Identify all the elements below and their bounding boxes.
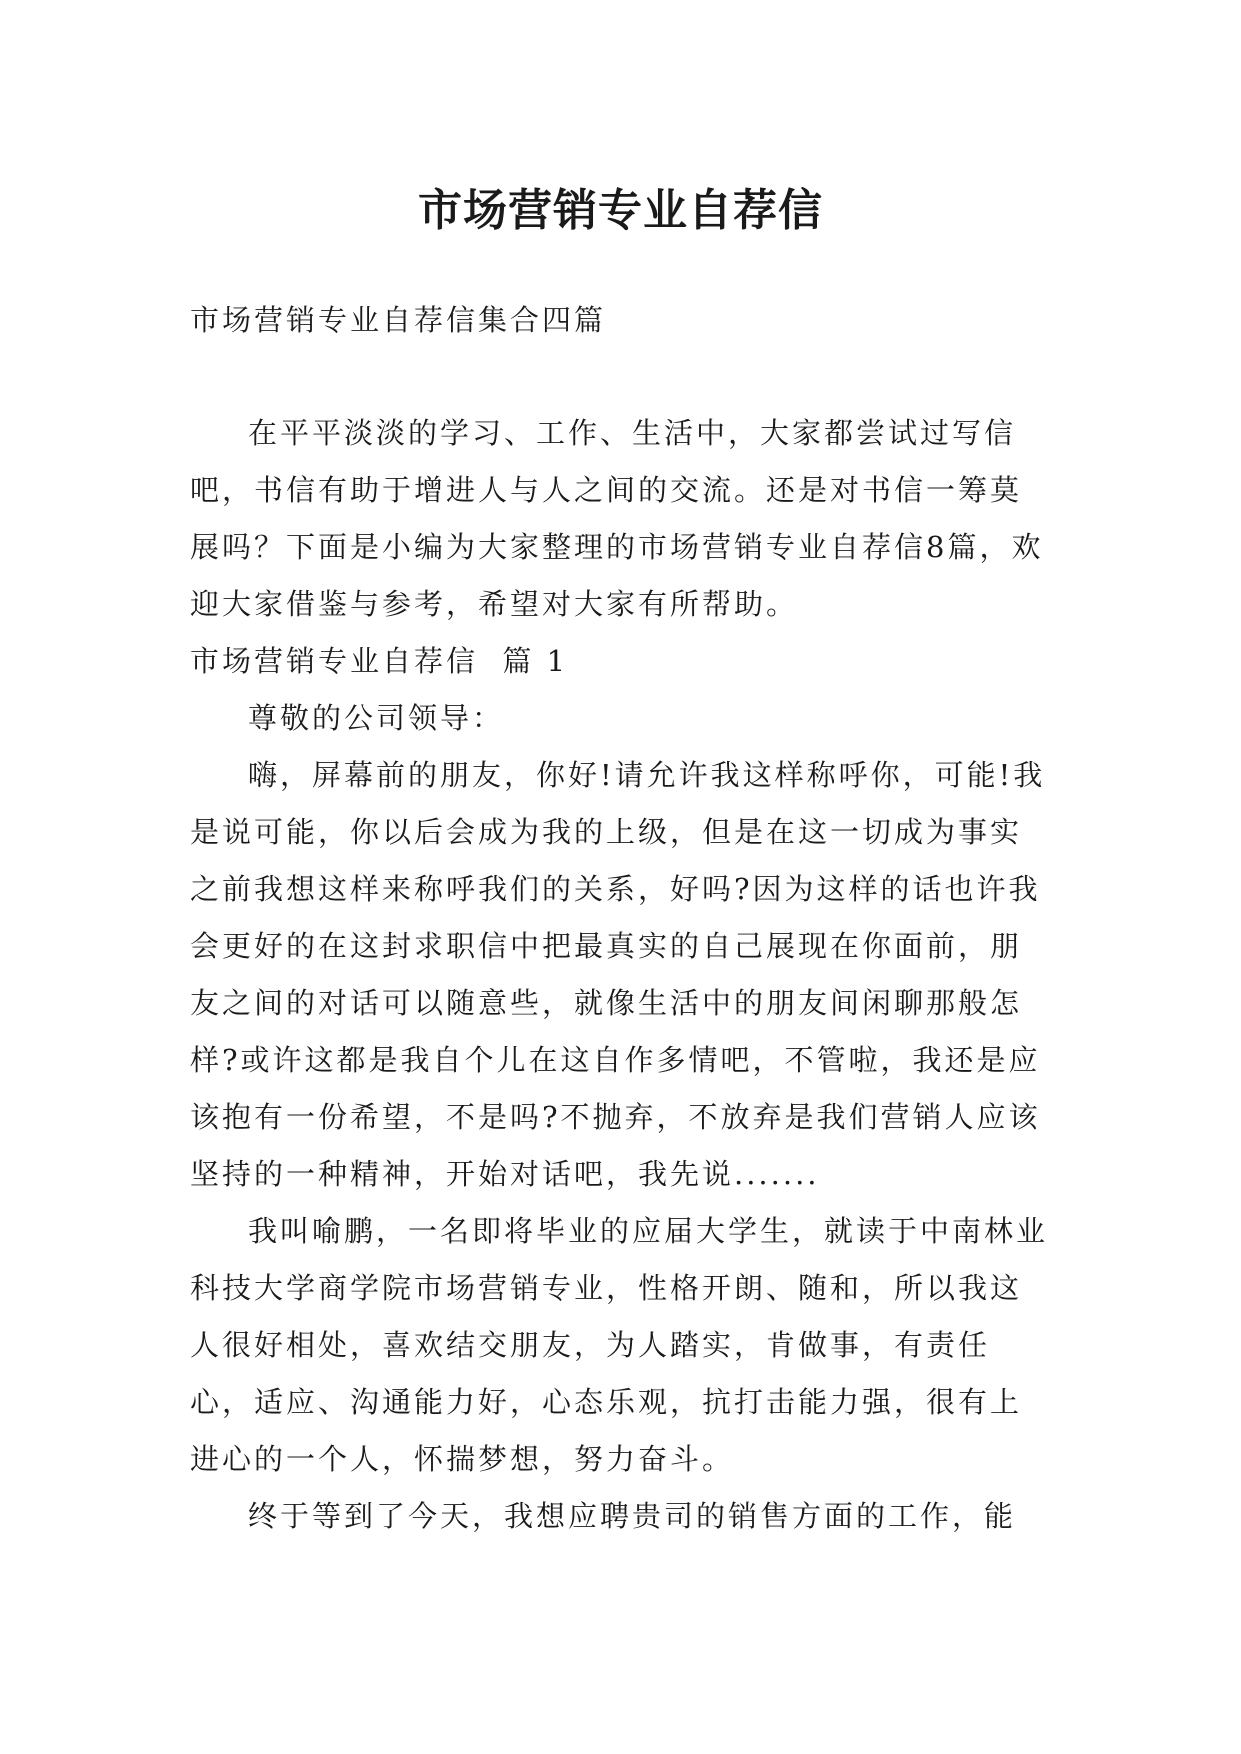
body-paragraph-2: 我叫喻鹏，一名即将毕业的应届大学生，就读于中南林业科技大学商学院市场营销专业，性格开朗、随和，所以我这人很好相处，喜欢结交朋友，为人踏实，肯做事，有责任心，适应、沟通能力好，心态乐观，抗打击能力强，很有上进心的一个人，怀揣梦想，努力奋斗。 (190, 1214, 1049, 1476)
body-paragraph-1: 嗨，屏幕前的朋友，你好!请允许我这样称呼你，可能!我是说可能，你以后会成为我的上级，但是在这一切成为事实之前我想这样来称呼我们的关系，好吗?因为这样的话也许我会更好的在这封求职信中把最真实的自己展现在你面前，朋友之间的对话可以随意些，就像生活中的朋友间闲聊那般怎样?或许这都是我自个儿在这自作多情吧，不管啦，我还是应该抱有一份希望，不是吗?不抛弃，不放弃是我们营销人应该坚持的一种精神，开始对话吧，我先说....... (190, 758, 1046, 1191)
document-body (190, 292, 1050, 1545)
section-heading: 市场营销专业自荐信 篇 1 (190, 644, 569, 678)
document-subtitle: 市场营销专业自荐信集合四篇 (190, 303, 607, 337)
intro-paragraph: 在平平淡淡的学习、工作、生活中，大家都尝试过写信吧，书信有助于增进人与人之间的交流。还是对书信一筹莫展吗？下面是小编为大家整理的市场营销专业自荐信8篇，欢迎大家借鉴与参考，希望对大家有所帮助。 (190, 416, 1044, 621)
document-title: 市场营销专业自荐信 (418, 185, 823, 237)
body-paragraph-3: 终于等到了今天，我想应聘贵司的销售方面的工作，能 (248, 1499, 1017, 1533)
salutation: 尊敬的公司领导： (248, 701, 505, 735)
